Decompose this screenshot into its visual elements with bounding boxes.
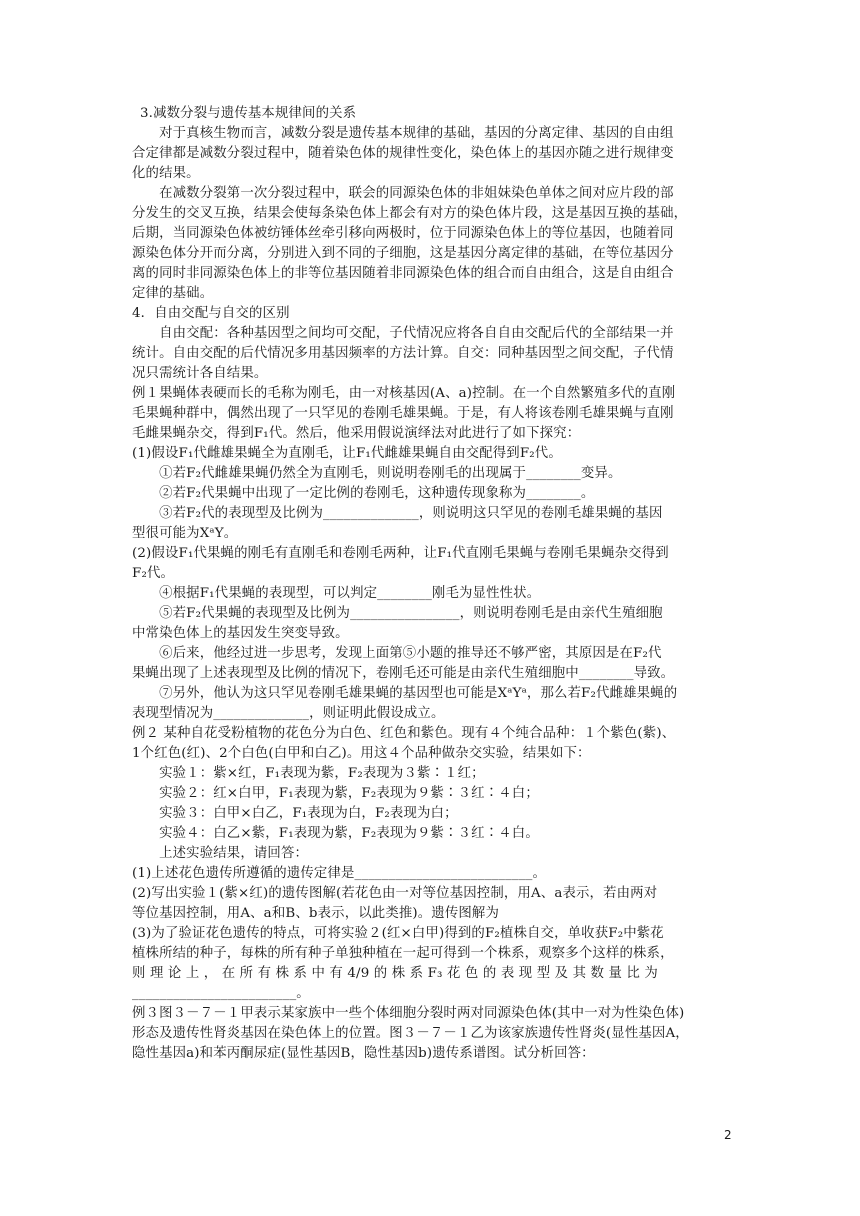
text-line: ④根据F₁代果蝇的表现型，可以判定________刚毛为显性性状。 [132,586,541,601]
text-line: 例３图３－７－１甲表示某家族中一些个体细胞分裂时两对同源染色体(其中一对为性染色体) [132,1006,685,1021]
text-line: (2)写出实验１(紫×红)的遗传图解(若花色由一对等位基因控制，用A、a表示，若由两对 [132,886,658,901]
text-line: ⑤若F₂代果蝇的表现型及比例为________________，则说明卷刚毛是由亲代生殖细胞 [132,606,663,621]
text-line: 统计。自由交配的后代情况多用基因频率的方法计算。自交：同种基因型之间交配，子代情 [132,346,674,361]
text-line: F₂代。 [132,566,175,581]
text-line: 4．自由交配与自交的区别 [132,306,290,321]
text-line: 离的同时非同源染色体上的非等位基因随着非同源染色体的组合而自由组合，这是自由组合 [132,266,674,281]
page-number: 2 [724,1128,732,1142]
text-line: 源染色体分开而分离，分别进入到不同的子细胞，这是基因分离定律的基础，在等位基因分 [132,246,674,261]
text-line: 化的结果。 [132,166,200,181]
text-line: ②若F₂代果蝇中出现了一定比例的卷刚毛，这种遗传现象称为________。 [132,486,595,501]
text-line: 分发生的交叉互换，结果会使每条染色体上都会有对方的染色体片段，这是基因互换的基础， [132,206,688,221]
text-line: 等位基因控制，用A、a和B、b表示，以此类推)。遗传图解为 [132,906,500,921]
text-line: 则 理 论 上 ， 在 所 有 株 系 中 有 4/9 的 株 系 F₃ 花 色 的 表 现 型 及 其 数 量 比 为 [132,966,658,981]
text-line: 隐性基因a)和苯丙酮尿症(显性基因B，隐性基因b)遗传系谱图。试分析回答： [132,1046,595,1061]
text-line: 实验１：紫×红，F₁表现为紫，F₂表现为３紫∶１红； [132,766,485,781]
text-line: 中常染色体上的基因发生突变导致。 [132,626,349,641]
text-line: 上述实验结果，请回答： [132,846,309,861]
text-line: 自由交配：各种基因型之间均可交配，子代情况应将各自自由交配后代的全部结果一并 [132,326,674,341]
text-line: ①若F₂代雌雄果蝇仍然全为直刚毛，则说明卷刚毛的出现属于________变异。 [132,466,622,481]
text-line: 毛雌果蝇杂交，得到F₁代。然后，他采用假说演绎法对此进行了如下探究： [132,426,581,441]
text-line: (1)上述花色遗传所遵循的遗传定律是__________________________。 [132,866,547,881]
text-line: 后期，当同源染色体被纺锤体丝牵引移向两极时，位于同源染色体上的等位基因，也随着同 [132,226,674,241]
text-line: ⑦另外，他认为这只罕见卷刚毛雄果蝇的基因型也可能是XᵃYᵃ，那么若F₂代雌雄果蝇的 [132,686,678,701]
text-line: 植株所结的种子，每株的所有种子单独种植在一起可得到一个株系，观察多个这样的株系， [132,946,674,961]
text-line: 合定律都是减数分裂过程中，随着染色体的规律性变化，染色体上的基因亦随之进行规律变 [132,146,674,161]
text-line: 况只需统计各自结果。 [132,366,268,381]
text-line: 在减数分裂第一次分裂过程中，联会的同源染色体的非姐妹染色单体之间对应片段的部 [132,186,674,201]
text-line: 例２ 某种自花受粉植物的花色分为白色、红色和紫色。现有４个纯合品种：１个紫色(紫)、 [132,726,676,741]
text-line: 对于真核生物而言，减数分裂是遗传基本规律的基础，基因的分离定律、基因的自由组 [132,126,674,141]
text-line: (2)假设F₁代果蝇的刚毛有直刚毛和卷刚毛两种，让F₁代直刚毛果蝇与卷刚毛果蝇杂交得到 [132,546,669,561]
text-line: 实验３：白甲×白乙，F₁表现为白，F₂表现为白； [132,806,458,821]
text-line: (3)为了验证花色遗传的特点，可将实验２(红×白甲)得到的F₂植株自交，单收获F₂中紫花 [132,926,664,941]
text-line: 3.减数分裂与遗传基本规律间的关系 [140,106,357,121]
text-line: 果蝇出现了上述表现型及比例的情况下，卷刚毛还可能是由亲代生殖细胞中________导致。 [132,666,675,681]
text-line: 例１果蝇体表硬而长的毛称为刚毛，由一对核基因(A、a)控制。在一个自然繁殖多代的直刚 [132,386,676,401]
text-line: 表现型情况为______________，则证明此假设成立。 [132,706,445,721]
text-line: 型很可能为XᵃY。 [132,526,238,541]
text-line: ⑥后来，他经过进一步思考，发现上面第⑤小题的推导还不够严密，其原因是在F₂代 [132,646,662,661]
text-line: 形态及遗传性肾炎基因在染色体上的位置。图３－７－１乙为该家族遗传性肾炎(显性基因A， [132,1026,689,1041]
text-line: ③若F₂代的表现型及比例为______________，则说明这只罕见的卷刚毛雄果蝇的基因 [132,506,663,521]
text-line: 实验４：白乙×紫，F₁表现为紫，F₂表现为９紫∶３红∶４白。 [132,826,539,841]
text-line: ________________________。 [132,986,310,1001]
text-line: 毛果蝇种群中，偶然出现了一只罕见的卷刚毛雄果蝇。于是，有人将该卷刚毛雄果蝇与直刚 [132,406,674,421]
text-line: 1个红色(红)、2个白色(白甲和白乙)。用这４个品种做杂交实验，结果如下： [132,746,591,761]
text-line: 实验２：红×白甲，F₁表现为紫，F₂表现为９紫∶３红∶４白； [132,786,539,801]
text-line: 定律的基础。 [132,286,214,301]
text-line: (1)假设F₁代雌雄果蝇全为直刚毛，让F₁代雌雄果蝇自由交配得到F₂代。 [132,446,562,461]
